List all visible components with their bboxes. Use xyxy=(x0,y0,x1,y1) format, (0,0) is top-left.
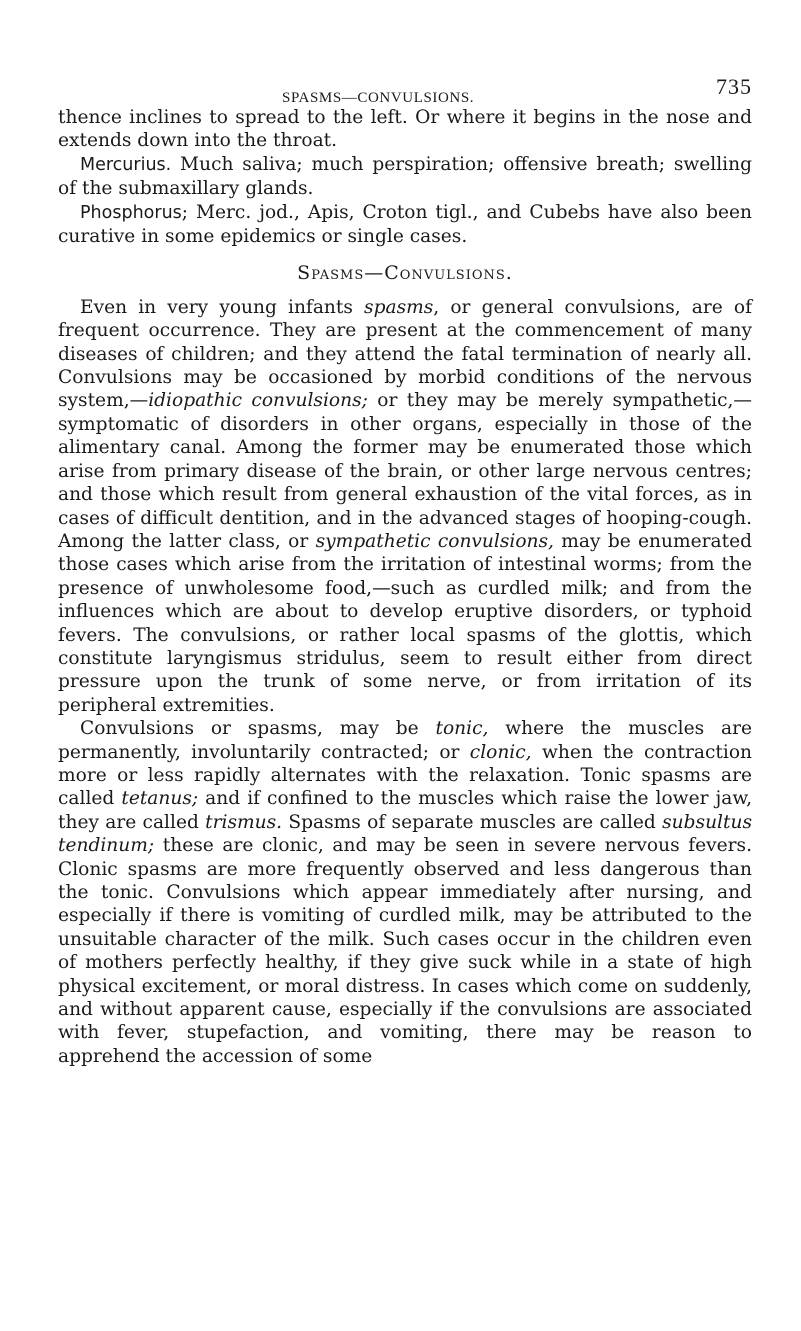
remedy-paragraph-phosphorus xyxy=(58,201,752,249)
italic-term: tonic, xyxy=(435,718,489,740)
italic-term: idiopathic convulsions; xyxy=(148,390,368,412)
remedy-paragraph-mercurius xyxy=(58,153,752,201)
text-run: when the contraction more or less rapidly alternates with the relaxation. Tonic spasms are called xyxy=(58,741,753,810)
italic-term: clonic, xyxy=(469,741,532,763)
body-paragraph xyxy=(58,717,752,1068)
italic-term: subsultus tendinum; xyxy=(58,811,752,857)
text-run: and if confined to the muscles which raise the lower jaw, they are called xyxy=(58,788,752,833)
remedy-description: ; Merc. jod., Apis, Croton tigl., and Cubebs have also been curative in some epidemics or single cases. xyxy=(58,201,752,248)
paragraph-continuation xyxy=(58,106,752,153)
text-run: Spasms of separate muscles are called xyxy=(282,811,663,833)
text-run: may be enumerated those cases which arise from the irritation of intestinal worms; from the presence of unwholesome food,—such as curdled milk; and from the influences which are about to develop eruptive disorders, or typhoid fevers. The convulsions, or rather local spasms of the glottis, which constitute laryngismus stridulus, seem to result either from direct pressure upon the trunk of some nerve, or from irritation of its peripheral extremities. xyxy=(58,530,752,716)
page-number: 735 xyxy=(716,74,752,99)
page-text xyxy=(58,106,752,1068)
italic-term: spasms xyxy=(364,296,434,318)
remedy-description: Much saliva; much perspiration; offensive breath; swelling of the submaxillary glands. xyxy=(58,153,752,200)
italic-term: tetanus; xyxy=(121,788,199,810)
section-heading: Spasms—Convulsions. xyxy=(297,262,513,285)
text-run: or they may be merely sympathetic,—symptomatic of disorders in other organs, especially in those of the alimentary canal. Among the former may be enumerated those which arise from primary disease of the brain, or other large nervous centres; and those which result from general exhaustion of the vital forces, as in cases of difficult dentition, and in the advanced stages of hooping-cough. Among the latter class, or xyxy=(58,390,753,552)
remedy-name: Phosphorus xyxy=(80,202,182,223)
text-run: Even in very young infants xyxy=(80,296,365,318)
text-run: these are clonic, and may be seen in severe nervous fevers. Clonic spasms are more frequently observed and less dangerous than the tonic. Convulsions which appear immediately after nursing, and especially if there is vomiting of curdled milk, may be attributed to the unsuitable character of the milk. Such cases occur in the children even of mothers perfectly healthy, if they give suck while in a state of high physical excitement, or moral distress. In cases which come on suddenly, and without apparent cause, especially if the convulsions are associated with fever, stupefaction, and vomiting, there may be reason to apprehend the accession of some xyxy=(58,835,752,1067)
italic-term: trismus. xyxy=(205,811,283,833)
remedy-name: Mercurius. xyxy=(80,154,172,175)
italic-term: sympathetic convulsions, xyxy=(315,530,554,552)
running-head xyxy=(58,66,752,106)
body-paragraph xyxy=(58,296,752,717)
book-page xyxy=(58,66,752,1068)
text-run: , or general convulsions, are of frequent occurrence. They are present at the commencement of many diseases of children; and they attend the fatal termination of nearly all. Convulsions may be occasioned by morbid conditions of the nervous system,— xyxy=(58,296,752,412)
text-run: Convulsions or spasms, may be xyxy=(80,718,436,740)
paragraph-text: thence inclines to spread to the left. Or where it begins in the nose and extends down into the throat. xyxy=(58,107,752,152)
running-title: SPASMS—CONVULSIONS. xyxy=(282,90,475,106)
text-run: where the muscles are permanently, involuntarily contracted; or xyxy=(58,718,752,763)
